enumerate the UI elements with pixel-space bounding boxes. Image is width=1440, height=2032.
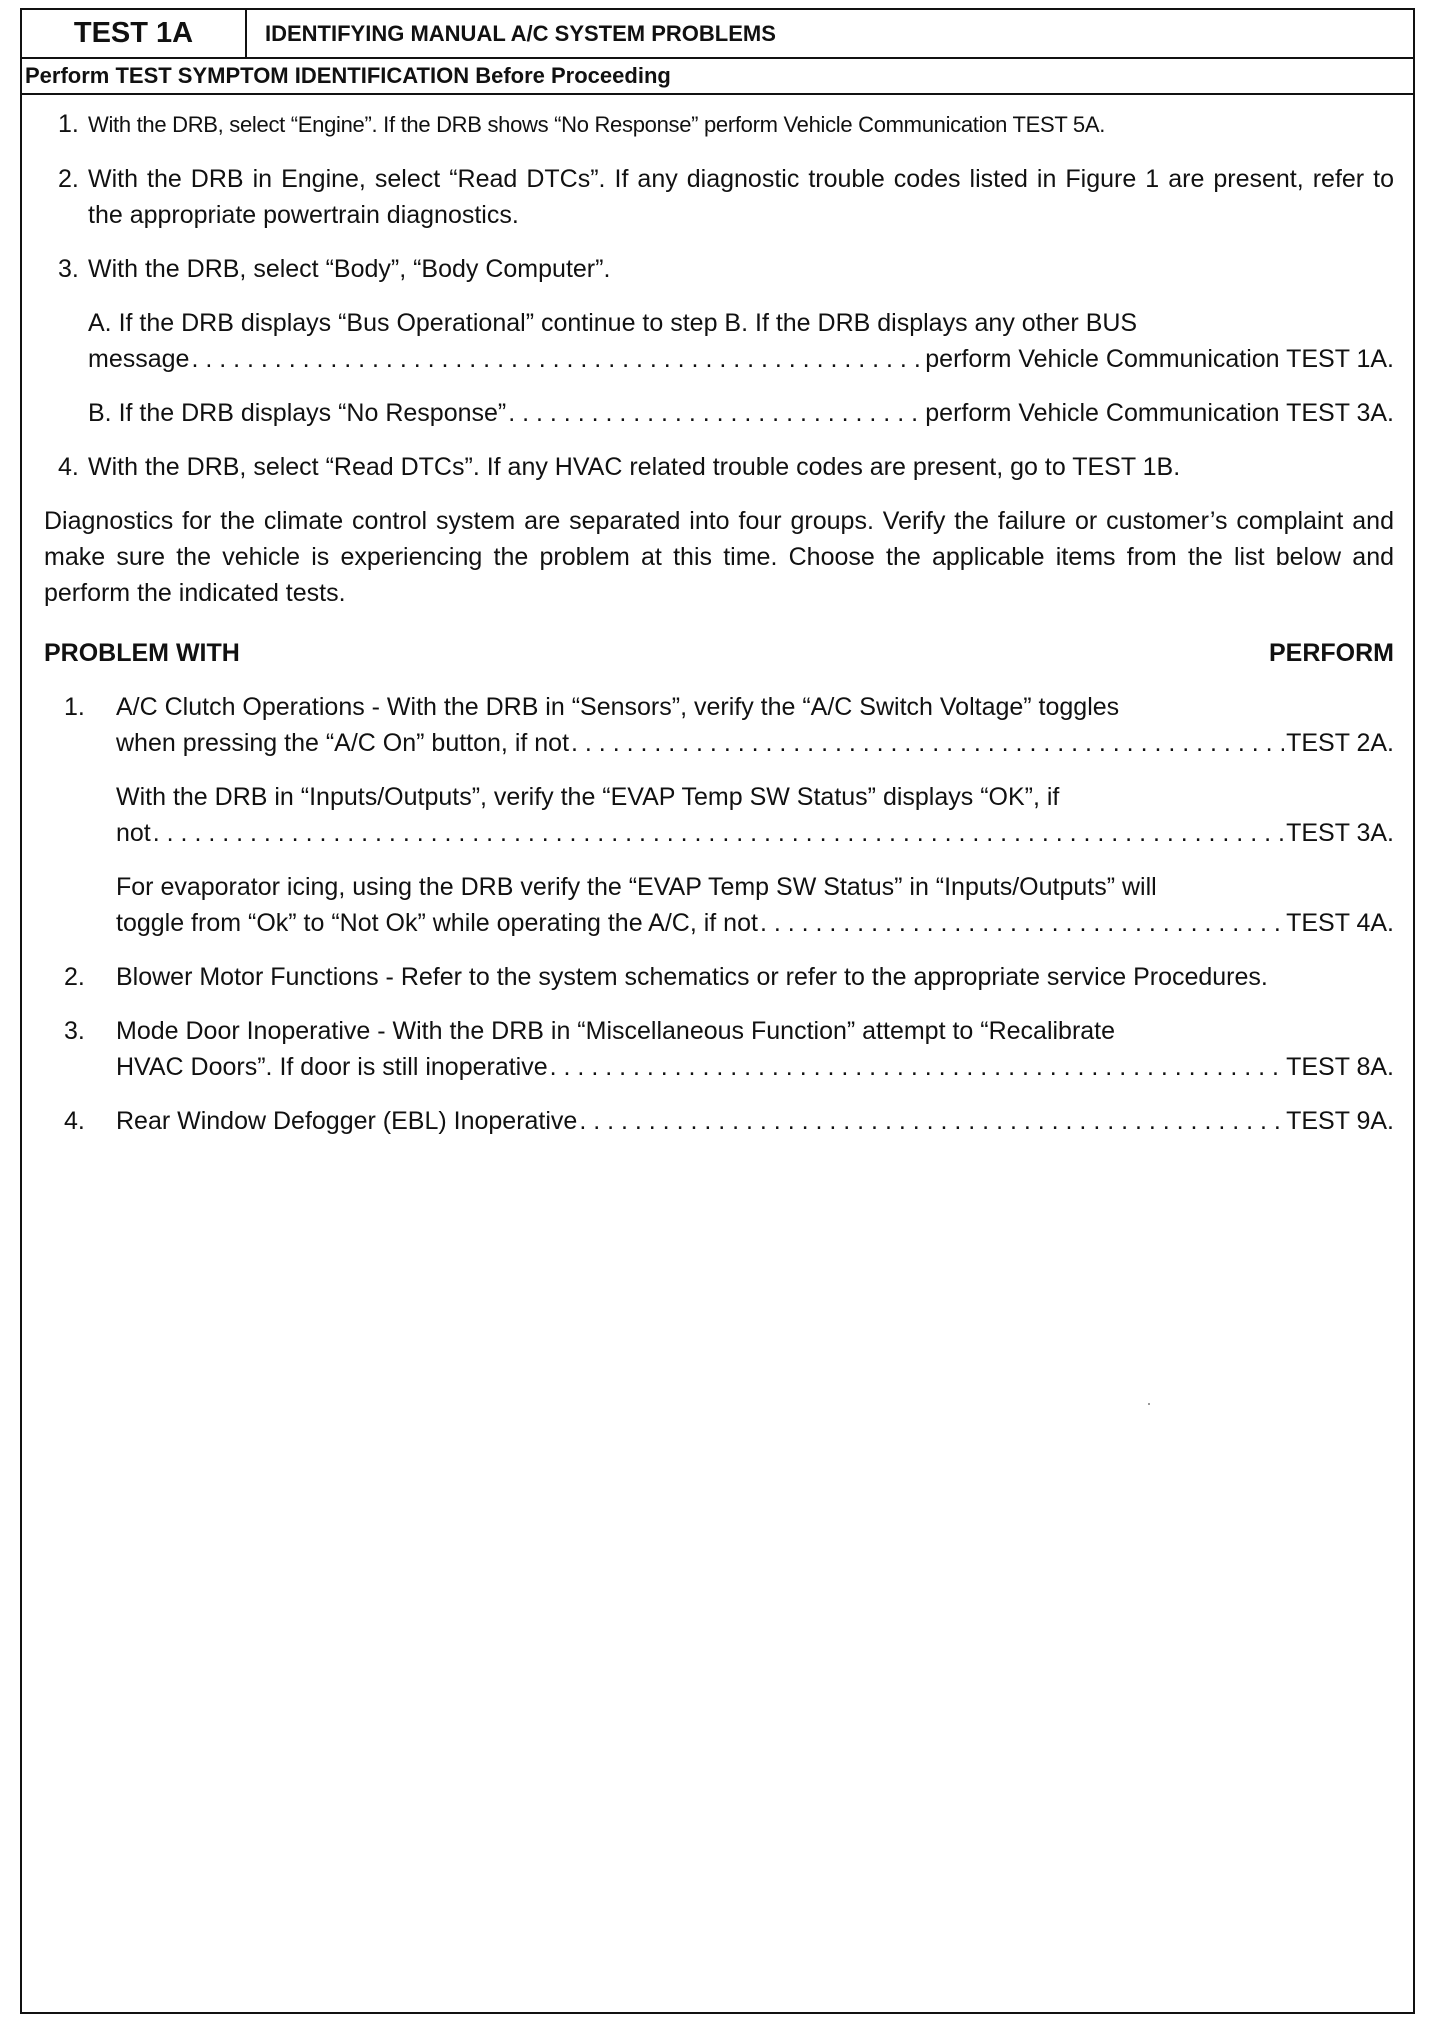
problem-number: 3. (64, 1017, 85, 1045)
dot-leader (153, 815, 1284, 851)
problem-4 (44, 1103, 1394, 1139)
sub-a-ref: perform Vehicle Communication TEST 1A. (925, 345, 1394, 373)
intro-paragraph: Diagnostics for the climate control system are separated into four groups. Verify the failure or customer’s complaint and make sure the vehicle is experiencing the problem at this time. Choose the applicable items from the list below and perform the indicated tests. (44, 507, 1394, 607)
problem-1 (44, 689, 1394, 761)
step-text: With the DRB in Engine, select “Read DTCs”. If any diagnostic trouble codes listed in Figure 1 are present, refer to the appropriate powertrain diagnostics. (88, 165, 1394, 229)
dot-leader (571, 725, 1284, 761)
problem-ref: TEST 9A. (1286, 1107, 1394, 1135)
sub-a-leader-line (88, 341, 1394, 377)
sub-b-lead: B. If the DRB displays “No Response” (88, 399, 507, 427)
problem-3 (44, 1013, 1394, 1085)
sub-lead: toggle from “Ok” to “Not Ok” while operating the A/C, if not (116, 909, 758, 937)
step-number: 1. (58, 110, 79, 138)
sub-text: With the DRB in “Inputs/Outputs”, verify the “EVAP Temp SW Status” displays “OK”, if (116, 783, 1060, 811)
step-4 (44, 449, 1394, 485)
column-headings (44, 635, 1394, 671)
scan-speck (1148, 1403, 1150, 1405)
test-title: IDENTIFYING MANUAL A/C SYSTEM PROBLEMS (265, 21, 776, 46)
dot-leader (191, 341, 923, 377)
step-number: 3. (58, 255, 79, 283)
problem-number: 4. (64, 1107, 85, 1135)
test-id: TEST 1A (22, 10, 247, 57)
step-3 (44, 251, 1394, 287)
sub-text: For evaporator icing, using the DRB verify the “EVAP Temp SW Status” in “Inputs/Outputs” will (116, 873, 1157, 901)
problem-lead: Rear Window Defogger (EBL) Inoperative (116, 1107, 578, 1135)
dot-leader (508, 395, 923, 431)
sub-leader-line (116, 815, 1394, 851)
step-text: With the DRB, select “Body”, “Body Computer”. (88, 255, 611, 283)
problem-1-sub-1 (44, 779, 1394, 851)
problem-2 (44, 959, 1394, 995)
step-1 (44, 106, 1394, 143)
sub-b-ref: perform Vehicle Communication TEST 3A. (925, 399, 1394, 427)
page-frame (20, 8, 1415, 2014)
sub-lead: not (116, 819, 151, 847)
problem-text: A/C Clutch Operations - With the DRB in “Sensors”, verify the “A/C Switch Voltage” toggles (116, 693, 1120, 721)
problem-text: Mode Door Inoperative - With the DRB in “Miscellaneous Function” attempt to “Recalibrate (116, 1017, 1116, 1045)
sub-ref: TEST 4A. (1286, 909, 1394, 937)
step-text: With the DRB, select “Read DTCs”. If any HVAC related trouble codes are present, go to TEST 1B. (88, 453, 1181, 481)
problem-lead: HVAC Doors”. If door is still inoperative (116, 1053, 548, 1081)
problem-number: 2. (64, 963, 85, 991)
problem-ref: TEST 8A. (1286, 1053, 1394, 1081)
step-text: With the DRB, select “Engine”. If the DRB shows “No Response” perform Vehicle Communication TEST 5A. (88, 112, 1106, 137)
step-2 (44, 161, 1394, 233)
dot-leader (579, 1103, 1284, 1139)
step-number: 4. (58, 453, 79, 481)
problem-with-heading: PROBLEM WITH (44, 639, 240, 667)
step-number: 2. (58, 165, 79, 193)
step-3-sub-b (44, 395, 1394, 431)
problem-number: 1. (64, 693, 85, 721)
sub-leader-line (116, 905, 1394, 941)
perform-heading: PERFORM (1269, 639, 1394, 667)
header-row (22, 10, 1413, 59)
content (44, 106, 1394, 1157)
step-3-sub-a (44, 305, 1394, 377)
problem-1-sub-2 (44, 869, 1394, 941)
sub-a-text: A. If the DRB displays “Bus Operational” continue to step B. If the DRB displays any other BUS (88, 309, 1138, 337)
dot-leader (550, 1049, 1284, 1085)
problem-text: Blower Motor Functions - Refer to the system schematics or refer to the appropriate service Procedures. (116, 963, 1268, 991)
sub-a-lead: message (88, 345, 190, 373)
dot-leader (760, 905, 1284, 941)
problem-lead: when pressing the “A/C On” button, if not (116, 729, 570, 757)
problem-leader-line (116, 1103, 1394, 1139)
problem-leader-line (116, 1049, 1394, 1085)
sub-b-leader-line (88, 395, 1394, 431)
problem-leader-line (116, 725, 1394, 761)
problem-ref: TEST 2A. (1286, 729, 1394, 757)
sub-ref: TEST 3A. (1286, 819, 1394, 847)
subheader: Perform TEST SYMPTOM IDENTIFICATION Before Proceeding (22, 59, 1413, 95)
